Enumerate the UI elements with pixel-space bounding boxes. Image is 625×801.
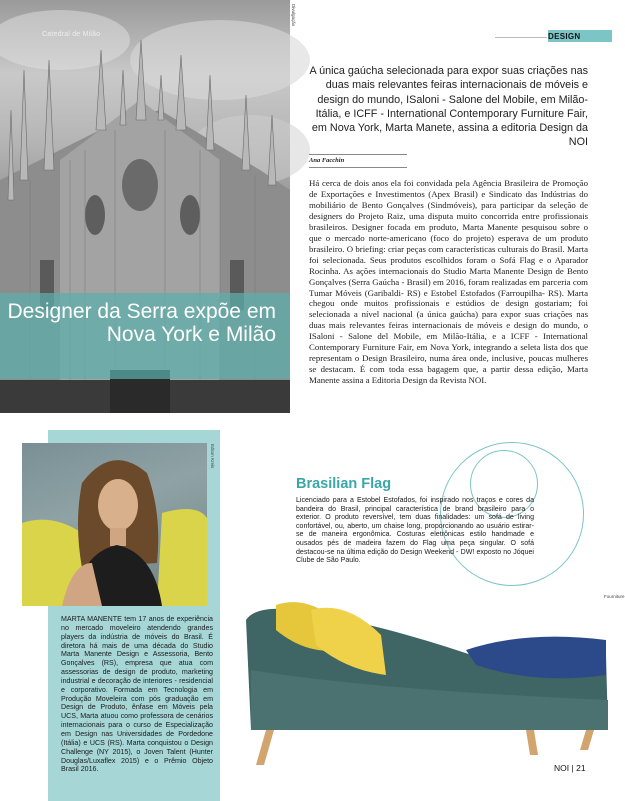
sofa-photo [236, 590, 612, 765]
portrait-credit: Edson Kreis [210, 444, 215, 469]
magazine-name: NOI [554, 763, 570, 773]
designer-bio: MARTA MANENTE tem 17 anos de experiência no mercado moveleiro atendendo grandes players da indústria de móveis do Brasil. É diretora há mais de uma década do Studio Marta Manente Design e Assessoria, Bento Gonçalves (RS), empresa que atua com assessorias de design de produto, marketing industrial e decoração de interiores - residencial e corporativo. Formada em Tecnologia em Produção Moveleira com pós graduação em Design de Produto, ênfase em Móveis pela UCS, Marta atuou como professora de cenários internacionais para o curso de Especialização em Design nas Universidades de Pordedone (Itália) e UCS (RS). Marta conquistou o Design Challenge (NY 2015), o Joven Talent (Hunter Douglas/Luxaflex 2015) e o Prêmio Objeto Brasil 2016. [61, 615, 213, 774]
page-number: 21 [576, 763, 586, 773]
hero-photo-milan-cathedral [0, 0, 290, 413]
author-rule-top [309, 154, 407, 155]
photo-credit: Divulgação [291, 4, 296, 27]
author-rule-bottom [309, 167, 407, 168]
page-footer [554, 763, 586, 773]
product-title: Brasilian Flag [296, 476, 392, 492]
section-label: DESIGN [548, 32, 581, 41]
article-body: Há cerca de dois anos ela foi convidada pela Agência Brasileira de Promoção de Exportações e Investimentos (Apex Brasil) e Sindicato das Indústrias do mobiliário de Bento Gonçalves (Sindmóveis), para participar da seleção de designers do Projeto Raiz, uma disputa muito concorrida entre profissionais brasileiros. Designer focada em produto, Marta Manente pesquisou sobre o que o mercado norte-americano (foco do projeto) esperava de um produto brasileiro. O briefing: criar peças com características culturais do Brasil. Marta foi selecionada. Seus produtos escolhidos foram o Sofá Flag e o Aparador Rocinha. As ações internacionais do Studio Marta Manente Design de Bento Gonçalves (Serra Gaúcha - Brasil) em 2016, foram realizadas em parceria com Tumar Móveis (Garibaldi- RS) e Estobel Estofados (Farroupilha- RS). Marta chegou onde muitos profissionais e estúdios de design gostariam; foi selecionada a nível nacional (a única gaúcha) para expor suas criações nas duas mais relevantes feiras internacionais de móveis e design do mundo, o ISaloni - Salone del Mobile, em Milão-Itália, e a ICFF - International Contemporary Furniture Fair, em Nova York, integrando a seleta lista dos que representam o Design Brasileiro, numa área onde, inclusive, poucas mulheres se destacam. É com toda essa bagagem que, a partir dessa edição, Marta Manente assina a Editoria Design da Revista NOI. [309, 178, 588, 386]
section-divider [495, 37, 547, 38]
portrait-illustration [22, 443, 207, 606]
author-byline: Ana Facchin [309, 157, 345, 164]
article-title: Designer da Serra expõe em Nova York e Milão [7, 300, 276, 346]
sofa-credit: Fourniture [604, 594, 625, 599]
portrait-photo [22, 443, 207, 606]
hero-caption: Catedral de Milão [42, 31, 101, 38]
footer-separator: | [571, 763, 574, 773]
product-description: Licenciado para a Estobel Estofados, foi inspirado nos traços e cores da bandeira do Brasil, principal característica de brand brasileiro para o exterior. O produto reversível, tem duas finalidades: um sofá de living confortável, ou, aberto, um chaise long, proporcionando ao usuário estirar-se de maneira ergonômica. Costuras eletrônicas estilo handmade e ousados pés de madeira fazem do Flag uma peça singular. O sofá destacou-se na última edição do Design Weekend - DW! exposto no Jóquei Clube de São Paulo. [296, 497, 534, 565]
article-lede: A única gaúcha selecionada para expor suas criações nas duas mais relevantes feiras internacionais de móveis e design do mundo, ISaloni - Salone del Mobile, em Milão-Itália, e ICFF - International Contemporary Furniture Fair, em Nova York, Marta Manete, assina a editoria Design da NOI [309, 65, 588, 149]
